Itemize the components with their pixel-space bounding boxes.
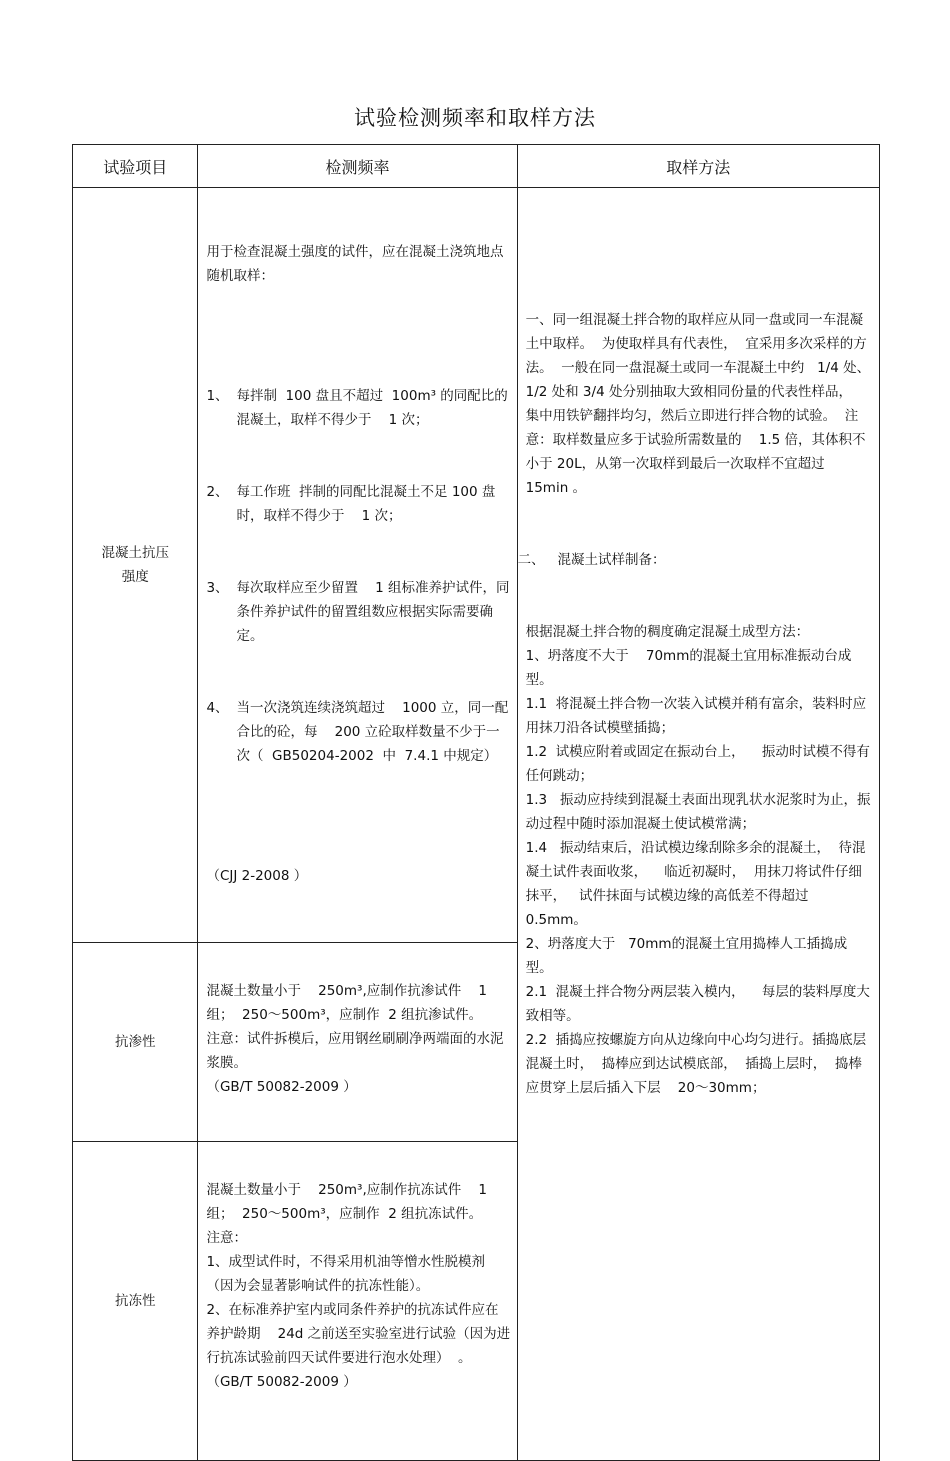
header-sampling-method: 取样方法 bbox=[517, 145, 879, 188]
list-text: 每拌制 100 盘且不超过 100m³ 的同配比的混凝土，取样不得少于 1 次； bbox=[236, 388, 508, 428]
table-row bbox=[73, 188, 880, 943]
list-item bbox=[206, 696, 510, 768]
list-number: 4、 bbox=[206, 700, 229, 716]
table-header-row bbox=[73, 145, 880, 188]
method-part-2-title: 二、 混凝土试样制备： bbox=[517, 552, 666, 568]
frequency-reference: （CJJ 2-2008 ） bbox=[206, 868, 308, 884]
list-number: 3、 bbox=[206, 580, 229, 596]
list-number: 1、 bbox=[206, 388, 229, 404]
row-frequency-impermeability bbox=[198, 943, 517, 1142]
row-item-impermeability: 抗渗性 bbox=[73, 943, 198, 1142]
list-item bbox=[206, 576, 510, 648]
sampling-method-text bbox=[518, 188, 879, 1148]
list-text: 当一次浇筑连续浇筑超过 1000 立，同一配合比的砼，每 200 立砼取样数量不少于一次（ GB50204-2002 中 7.4.1 中规定） bbox=[236, 700, 509, 764]
test-frequency-table bbox=[72, 144, 880, 1461]
row-frequency-frost-resistance bbox=[198, 1142, 517, 1461]
frequency-text: 混凝土数量小于 250m³,应制作抗渗试件 1 组； 250～500m³，应制作 2 组抗渗试件。 注意：试件拆模后，应用钢丝刷刷净两端面的水泥浆膜。 （GB/T 50082-2009 ） bbox=[206, 983, 504, 1095]
method-part-1: 一、同一组混凝土拌合物的取样应从同一盘或同一车混凝土中取样。 为使取样具有代表性， 宜采用多次采样的方法。 一般在同一盘混凝土或同一车混凝土中约 1/4 处、1/2 处和 3/4 处分别抽取大致相同份量的代表性样品， 集中用铁铲翻拌均匀，然后立即进行拌合物的试验。 注意：取样数量应多于试验所需数量的 1.5 倍，其体积不小于 20L，从第一次取样到最后一次取样不宜超过 15min 。 bbox=[525, 312, 871, 496]
header-frequency: 检测频率 bbox=[198, 145, 517, 188]
frequency-list bbox=[206, 336, 510, 816]
list-number: 2、 bbox=[206, 484, 229, 500]
frequency-text: 混凝土数量小于 250m³,应制作抗冻试件 1 组； 250～500m³，应制作 2 组抗冻试件。 注意： 1、成型试件时，不得采用机油等憎水性脱模剂（因为会显著影响试件的抗冻性能）。 2、在标准养护室内或同条件养护的抗冻试件应在养护龄期 24d 之前送至实验室进行试验（因为进行抗冻试验前四天试件要进行泡水处理） 。 （GB/T 50082-2009 ） bbox=[206, 1182, 511, 1390]
header-test-item: 试验项目 bbox=[73, 145, 198, 188]
frequency-intro: 用于检查混凝土强度的试件，应在混凝土浇筑地点 随机取样： bbox=[206, 244, 513, 284]
row-item-compressive-strength: 混凝土抗压 强度 bbox=[73, 188, 198, 943]
list-item bbox=[206, 384, 510, 432]
row-frequency-compressive-strength bbox=[198, 188, 517, 943]
page-title: 试验检测频率和取样方法 bbox=[354, 106, 596, 130]
sampling-method-cell bbox=[517, 188, 879, 1461]
list-text: 每工作班 拌制的同配比混凝土不足 100 盘时，取样不得少于 1 次； bbox=[236, 484, 496, 524]
method-part-2: 根据混凝土拌合物的稠度确定混凝土成型方法： 1、坍落度不大于 70mm的混凝土宜用标准振动台成型。 1.1 将混凝土拌合物一次装入试模并稍有富余，装料时应用抹刀沿各试模壁插捣； 1.2 试模应附着或固定在振动台上， 振动时试模不得有任何跳动； 1.3 振动应持续到混凝土表面出现乳状水泥浆时为止，振动过程中随时添加混凝土使试模常满； 1.4 振动结束后，沿试模边缘刮除多余的混凝土， 待混凝土试件表面收浆， 临近初凝时， 用抹刀将试件仔细抹平， 试件抹面与试模边缘的高低差不得超过 0.5mm。 2、坍落度大于 70mm的混凝土宜用捣棒人工插捣成型。 2.1 混凝土拌合物分两层装入模内， 每层的装料厚度大致相等。 2.2 插捣应按螺旋方向从边缘向中心均匀进行。插捣底层混凝土时， 捣棒应到达试模底部， 插捣上层时， 捣棒应贯穿上层后插入下层 20～30mm； bbox=[525, 624, 871, 1096]
list-text: 每次取样应至少留置 1 组标准养护试件，同条件养护试件的留置组数应根据实际需要确定。 bbox=[236, 580, 510, 644]
list-item bbox=[206, 480, 510, 528]
frequency-text-block bbox=[198, 188, 516, 942]
row-item-frost-resistance: 抗冻性 bbox=[73, 1142, 198, 1461]
